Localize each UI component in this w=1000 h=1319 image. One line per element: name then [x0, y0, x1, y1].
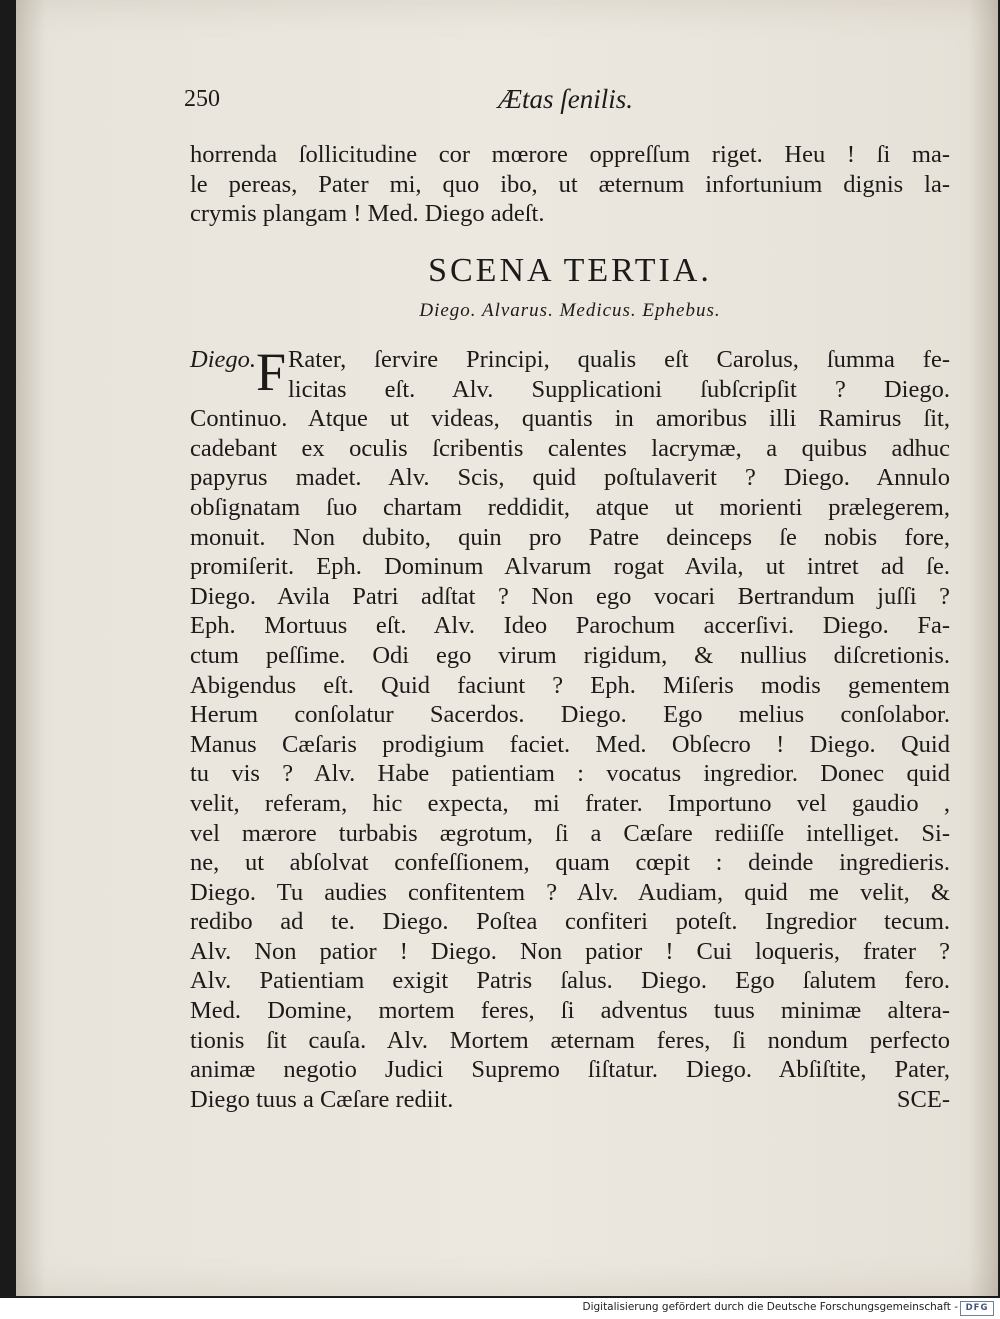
- text-line: Diego. Avila Patri adſtat ? Non ego vocari Bertrandum juſſi ?: [190, 582, 950, 610]
- text-line: Med. Domine, mortem feres, ſi adventus tuus minimæ altera-: [190, 997, 950, 1025]
- text-line: promiſerit. Eph. Dominum Alvarum rogat Avila, ut intret ad ſe.: [190, 553, 950, 581]
- intro-paragraph: [190, 140, 950, 229]
- speaker-name: Diego.: [190, 346, 256, 373]
- text-line: licitas eſt. Alv. Supplicationi ſubſcripſit ? Diego.: [288, 375, 950, 403]
- footer-bar: [0, 1298, 1000, 1319]
- dfg-logo: DFG: [960, 1301, 994, 1316]
- text-line: cadebant ex oculis ſcribentis calentes lacrymæ, a quibus adhuc: [190, 434, 950, 462]
- text-line: redibo ad te. Diego. Poſtea confiteri poteſt. Ingredior tecum.: [190, 908, 950, 936]
- text-line: animæ negotio Judici Supremo ſiſtatur. Diego. Abſiſtite, Pater,: [190, 1056, 950, 1084]
- page-number: 250: [184, 86, 220, 112]
- text-line: le pereas, Pater mi, quo ibo, ut æternum infortunium dignis la-: [190, 170, 950, 198]
- text-line: monuit. Non dubito, quin pro Patre deinceps ſe nobis fore,: [190, 523, 950, 551]
- text-line: tionis ſit cauſa. Alv. Mortem æternam feres, ſi nondum perfecto: [190, 1026, 950, 1054]
- dialogue-text: Rater, ſervire Principi, qualis eſt Carolus, ſumma fe-: [288, 346, 950, 373]
- text-line: Diego. Tu audies confitentem ? Alv. Audiam, quid me velit, &: [190, 878, 950, 906]
- text-line: Abigendus eſt. Quid faciunt ? Eph. Miſeris modis gementem: [190, 671, 950, 699]
- dialogue-text: Diego tuus a Cæſare rediit.: [190, 1085, 454, 1113]
- text-line: Eph. Mortuus eſt. Alv. Ideo Parochum accerſivi. Diego. Fa-: [190, 612, 950, 640]
- text-line: velit, referam, hic expecta, mi frater. Importuno vel gaudio ,: [190, 789, 950, 817]
- text-line: Manus Cæſaris prodigium faciet. Med. Obſecro ! Diego. Quid: [190, 730, 950, 758]
- text-line: papyrus madet. Alv. Scis, quid poſtulaverit ? Diego. Annulo: [190, 464, 950, 492]
- text-line: tu vis ? Alv. Habe patientiam : vocatus ingredior. Donec quid: [190, 760, 950, 788]
- drop-cap: F: [256, 342, 287, 402]
- text-line: crymis plangam ! Med. Diego adeſt.: [190, 200, 545, 228]
- text-line: obſignatam ſuo chartam reddidit, atque ut morienti prælegerem,: [190, 493, 950, 521]
- text-line: Alv. Non patior ! Diego. Non patior ! Cui loqueris, frater ?: [190, 937, 950, 965]
- text-line: horrenda ſollicitudine cor mœrore oppreſſum riget. Heu ! ſi ma-: [190, 141, 950, 168]
- scene-heading: SCENA TERTIA.: [428, 252, 712, 289]
- text-line: ctum peſſime. Odi ego virum rigidum, & nullius diſcretionis.: [190, 641, 950, 669]
- text-line: ne, ut abſolvat confeſſionem, quam cœpit : deinde ingredieris.: [190, 849, 950, 877]
- text-line: Continuo. Atque ut videas, quantis in amoribus illi Ramirus ſit,: [190, 405, 950, 433]
- text-line: Alv. Patientiam exigit Patris ſalus. Diego. Ego ſalutem fero.: [190, 967, 950, 995]
- running-title: Ætas ſenilis.: [498, 84, 634, 114]
- text-line: [190, 1085, 950, 1115]
- text-line: Herum conſolatur Sacerdos. Diego. Ego melius conſolabor.: [190, 701, 950, 729]
- catchword: SCE-: [896, 1085, 950, 1113]
- cast-list: Diego. Alvarus. Medicus. Ephebus.: [419, 300, 721, 321]
- dialogue-paragraph: [190, 342, 950, 1114]
- text-line: vel mærore turbabis ægrotum, ſi a Cæſare rediiſſe intelliget. Si-: [190, 819, 950, 847]
- running-head: [184, 84, 944, 118]
- funding-note: Digitalisierung gefördert durch die Deutsche Forschungsgemeinschaft -: [582, 1301, 958, 1313]
